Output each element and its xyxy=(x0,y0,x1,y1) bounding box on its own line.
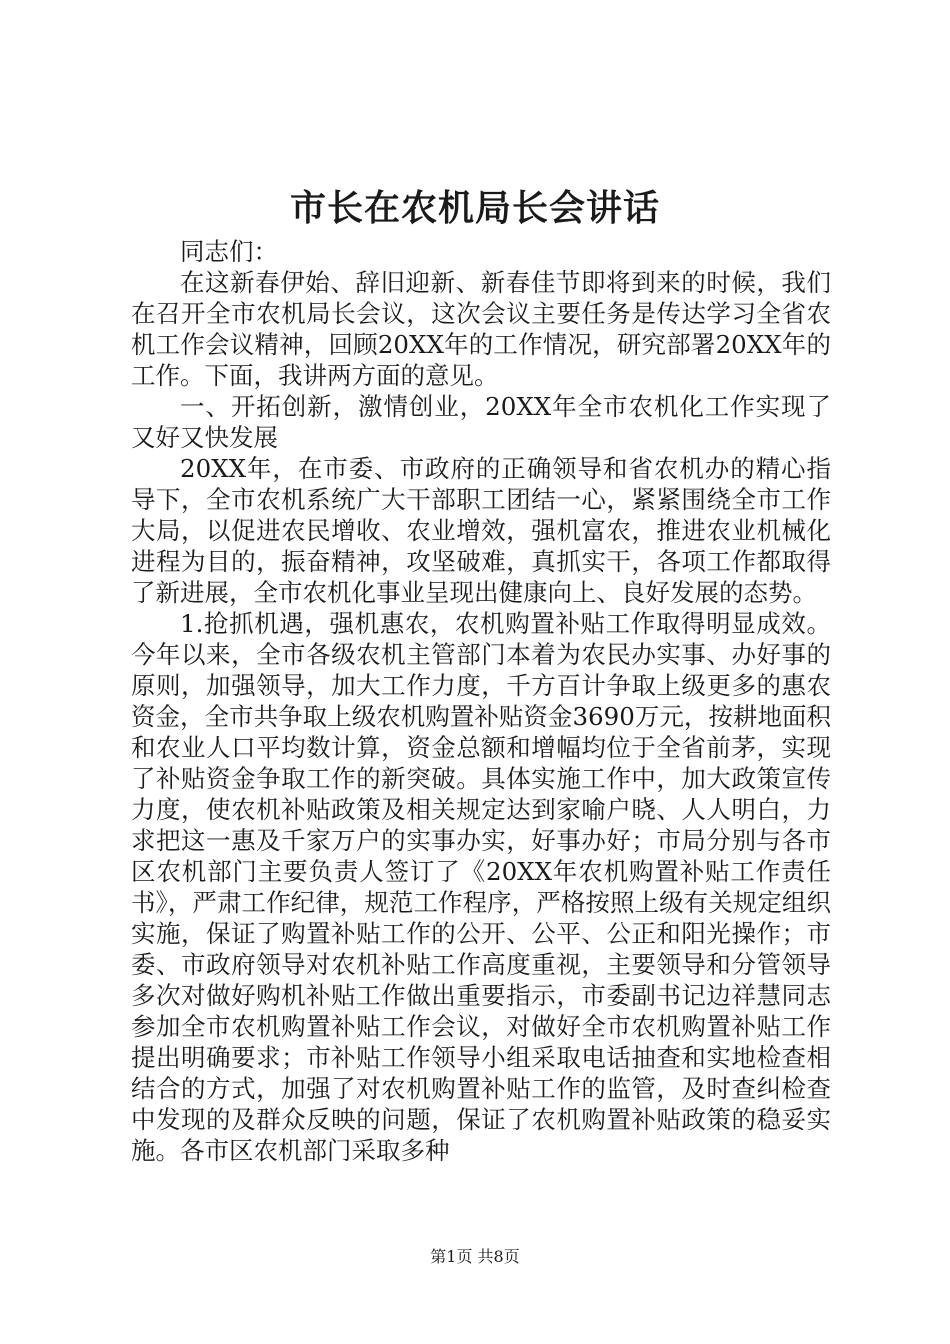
document-title: 市长在农机局长会讲话 xyxy=(289,187,660,229)
document-body xyxy=(131,236,831,1166)
salutation-paragraph: 同志们： xyxy=(180,237,278,266)
body-paragraph: 20XX年，在市委、市政府的正确领导和省农机办的精心指导下，全市农机系统广大干部职工团结一心，紧紧围绕全市工作大局，以促进农民增收、农业增效，强机富农，推进农业机械化进程为目的，振奋精神，攻坚破难，真抓实干，各项工作都取得了新进展，全市农机化事业呈现出健康向上、良好发展的态势。 xyxy=(131,454,831,607)
section-heading: 一、开拓创新，激情创业，20XX年全市农机化工作实现了又好又快发展 xyxy=(131,392,831,452)
body-paragraph: 1.抢抓机遇，强机惠农，农机购置补贴工作取得明显成效。今年以来，全市各级农机主管部门本着为农民办实事、办好事的原则，加强领导，加大工作力度，千方百计争取上级更多的惠农资金，全市共争取上级农机购置补贴资金3690万元，按耕地面积和农业人口平均数计算，资金总额和增幅均位于全省前茅，实现了补贴资金争取工作的新突破。具体实施工作中，加大政策宣传力度，使农机补贴政策及相关规定达到家喻户晓、人人明白，力求把这一惠及千家万户的实事办实，好事办好；市局分别与各市区农机部门主要负责人签订了《20XX年农机购置补贴工作责任书》，严肃工作纪律，规范工作程序，严格按照上级有关规定组织实施，保证了购置补贴工作的公开、公平、公正和阳光操作；市委、市政府领导对农机补贴工作高度重视，主要领导和分管领导多次对做好购机补贴工作做出重要指示，市委副书记边祥慧同志参加全市农机购置补贴工作会议，对做好全市农机购置补贴工作提出明确要求；市补贴工作领导小组采取电话抽查和实地检查相结合的方式，加强了对农机购置补贴工作的监管，及时查纠检查中发现的及群众反映的问题，保证了农机购置补贴政策的稳妥实施。各市区农机部门采取多种 xyxy=(131,609,831,1165)
page-number-footer: 第1页 共8页 xyxy=(430,1247,520,1266)
intro-paragraph: 在这新春伊始、辞旧迎新、新春佳节即将到来的时候，我们在召开全市农机局长会议，这次会议主要任务是传达学习全省农机工作会议精神，回顾20XX年的工作情况，研究部署20XX年的工作。下面，我讲两方面的意见。 xyxy=(131,268,831,390)
